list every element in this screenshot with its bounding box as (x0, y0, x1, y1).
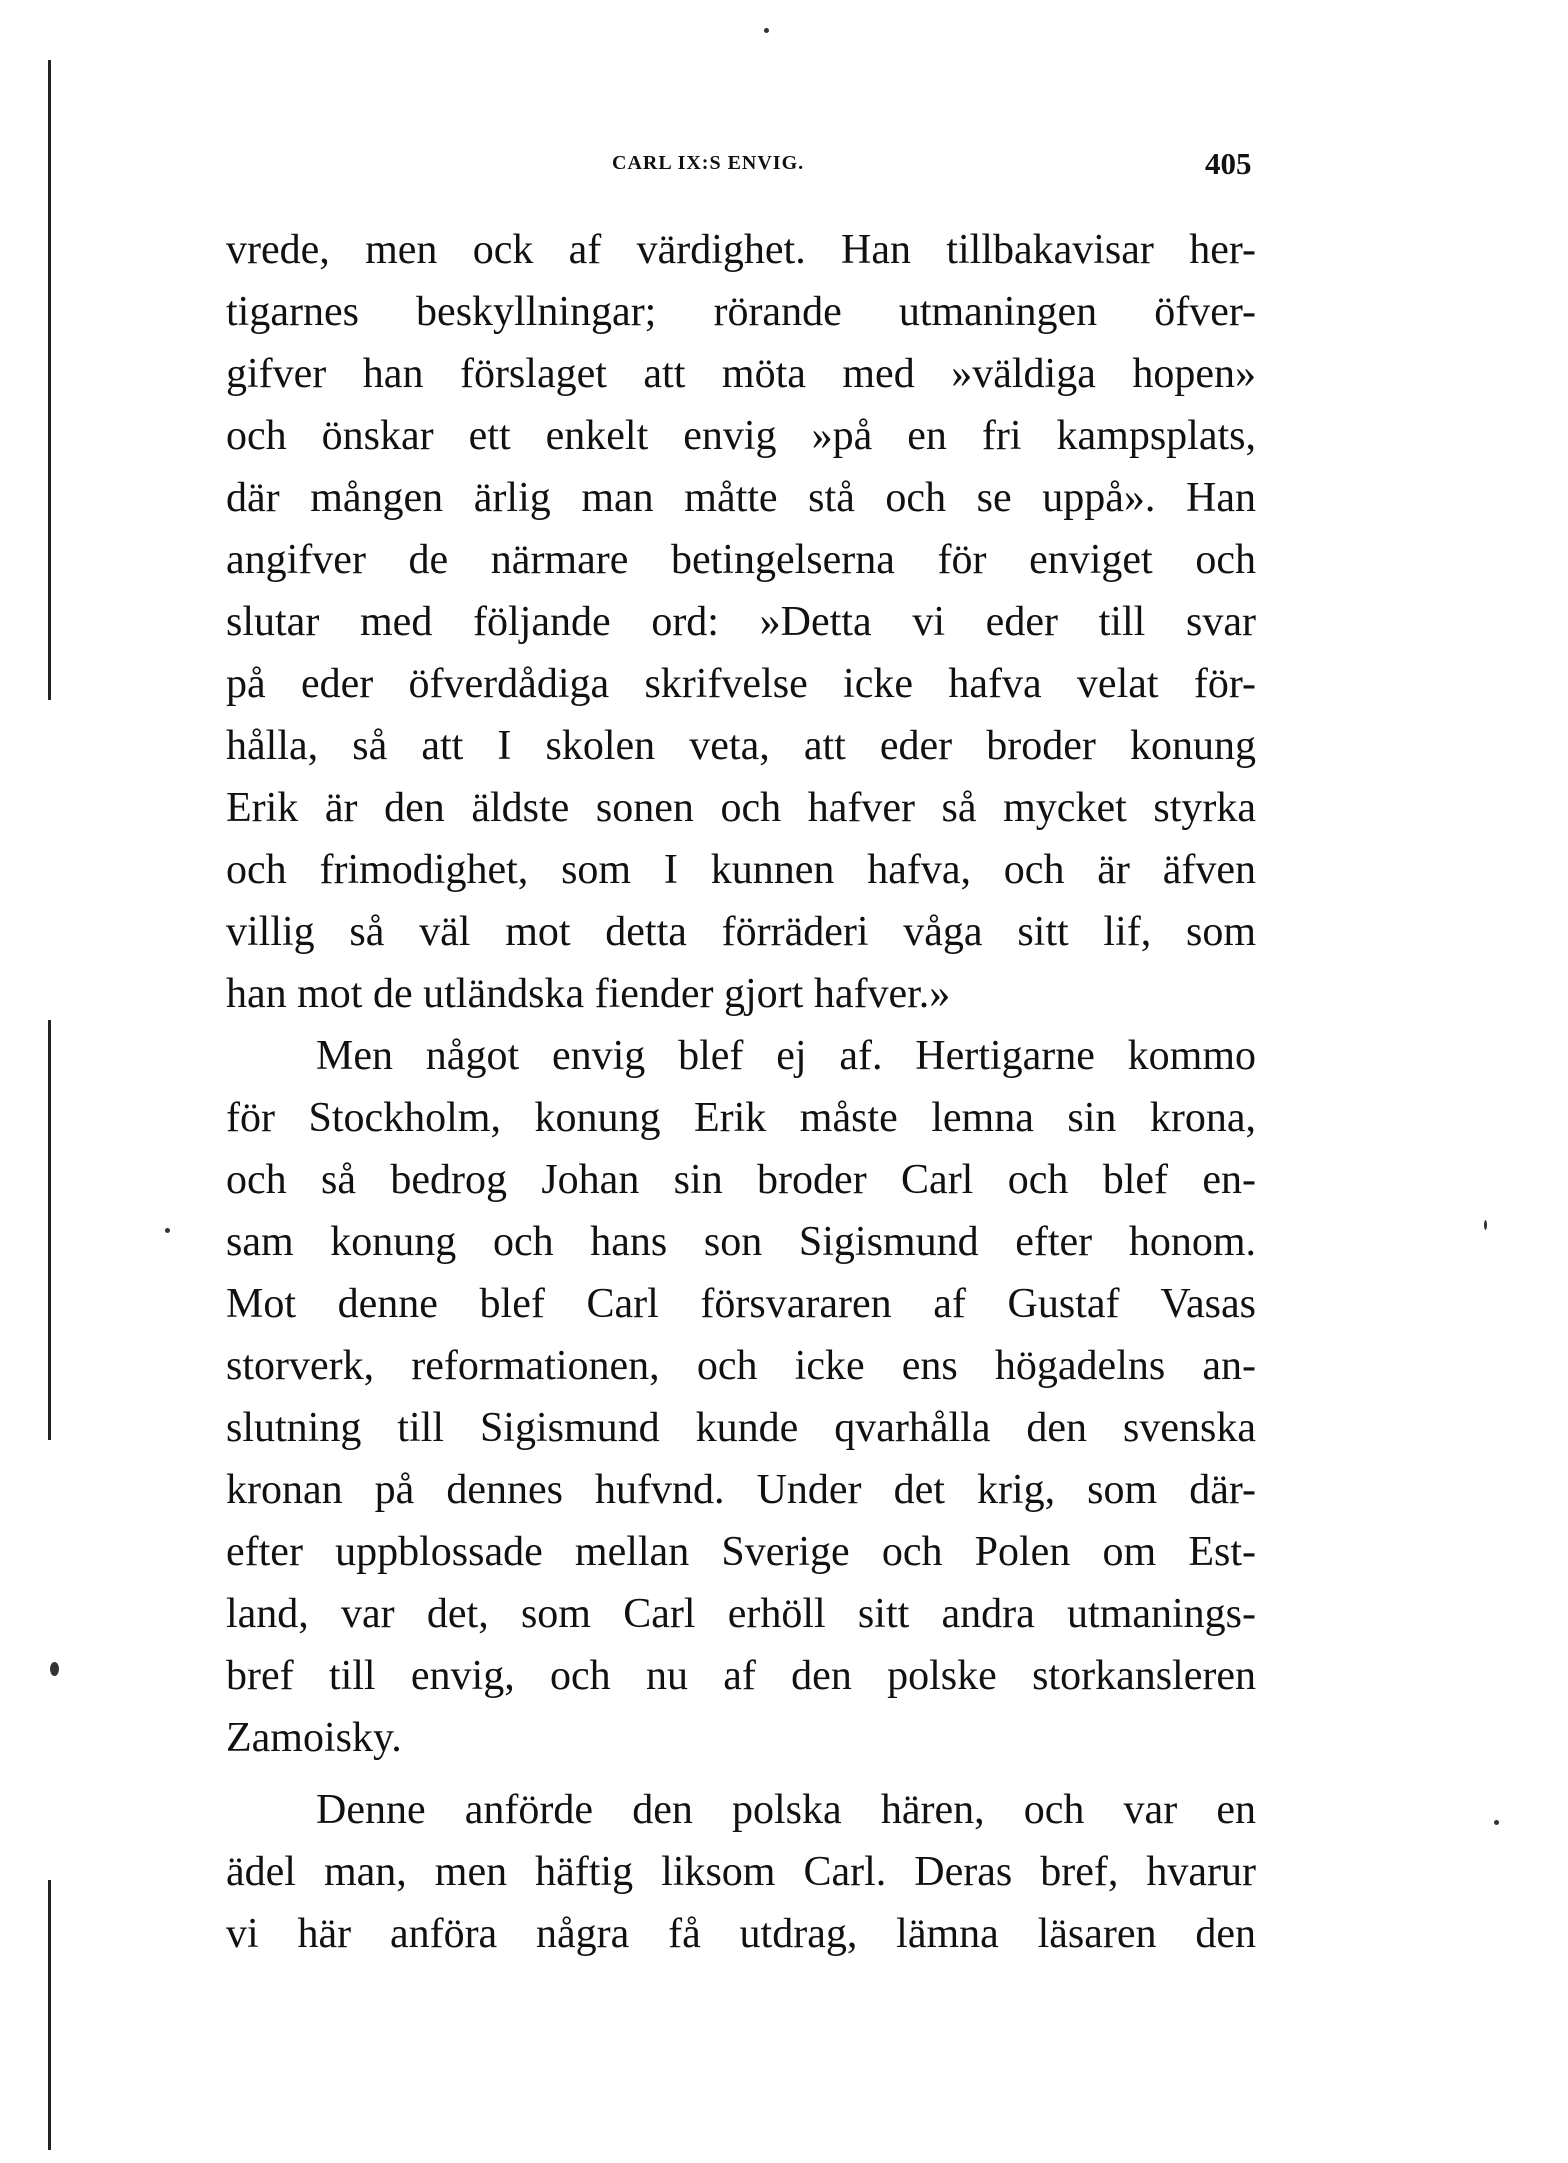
text-line: storverk, reformationen, och icke ens högadelns an- (226, 1343, 1256, 1389)
text-line: angifver de närmare betingelserna för enviget och (226, 537, 1256, 583)
text-line: slutning till Sigismund kunde qvarhålla den svenska (226, 1405, 1256, 1451)
text-line: ädel man, men häftig liksom Carl. Deras bref, hvarur (226, 1849, 1256, 1895)
text-line: vi här anföra några få utdrag, lämna läsaren den (226, 1911, 1256, 1957)
text-line: Zamoisky. (226, 1715, 402, 1761)
margin-scan-line (48, 1020, 51, 1440)
text-line: på eder öfverdådiga skrifvelse icke hafva velat för- (226, 661, 1256, 707)
text-line: Denne anförde den polska hären, och var en (316, 1787, 1256, 1833)
scan-speck (1484, 1220, 1487, 1230)
text-line: villig så väl mot detta förräderi våga sitt lif, som (226, 909, 1256, 955)
text-line: gifver han förslaget att möta med »väldiga hopen» (226, 351, 1256, 397)
scan-speck (165, 1228, 170, 1233)
scan-speck (50, 1662, 59, 1676)
text-line: bref till envig, och nu af den polske storkansleren (226, 1653, 1256, 1699)
text-line: och önskar ett enkelt envig »på en fri kampsplats, (226, 413, 1256, 459)
margin-scan-line (48, 60, 51, 700)
text-line: Mot denne blef Carl försvararen af Gustaf Vasas (226, 1281, 1256, 1327)
scan-speck (764, 28, 769, 33)
text-line: och frimodighet, som I kunnen hafva, och är äfven (226, 847, 1256, 893)
text-line: där mången ärlig man måtte stå och se uppå». Han (226, 475, 1256, 521)
text-line: Erik är den äldste sonen och hafver så mycket styrka (226, 785, 1256, 831)
text-line: efter uppblossade mellan Sverige och Polen om Est- (226, 1529, 1256, 1575)
text-line: för Stockholm, konung Erik måste lemna sin krona, (226, 1095, 1256, 1141)
text-line: sam konung och hans son Sigismund efter honom. (226, 1219, 1256, 1265)
text-line: hålla, så att I skolen veta, att eder broder konung (226, 723, 1256, 769)
text-line: vrede, men ock af värdighet. Han tillbakavisar her- (226, 227, 1256, 273)
scan-speck (1494, 1820, 1499, 1825)
text-line: slutar med följande ord: »Detta vi eder till svar (226, 599, 1256, 645)
text-line: tigarnes beskyllningar; rörande utmaningen öfver- (226, 289, 1256, 335)
text-line: och så bedrog Johan sin broder Carl och blef en- (226, 1157, 1256, 1203)
text-line: Men något envig blef ej af. Hertigarne kommo (316, 1033, 1256, 1079)
text-line: han mot de utländska fiender gjort hafver.» (226, 971, 951, 1017)
text-line: land, var det, som Carl erhöll sitt andra utmanings- (226, 1591, 1256, 1637)
running-head: CARL IX:S ENVIG. (612, 152, 805, 174)
text-line: kronan på dennes hufvnd. Under det krig, som där- (226, 1467, 1256, 1513)
page-number: 405 (1205, 146, 1252, 181)
margin-scan-line (48, 1880, 51, 2150)
